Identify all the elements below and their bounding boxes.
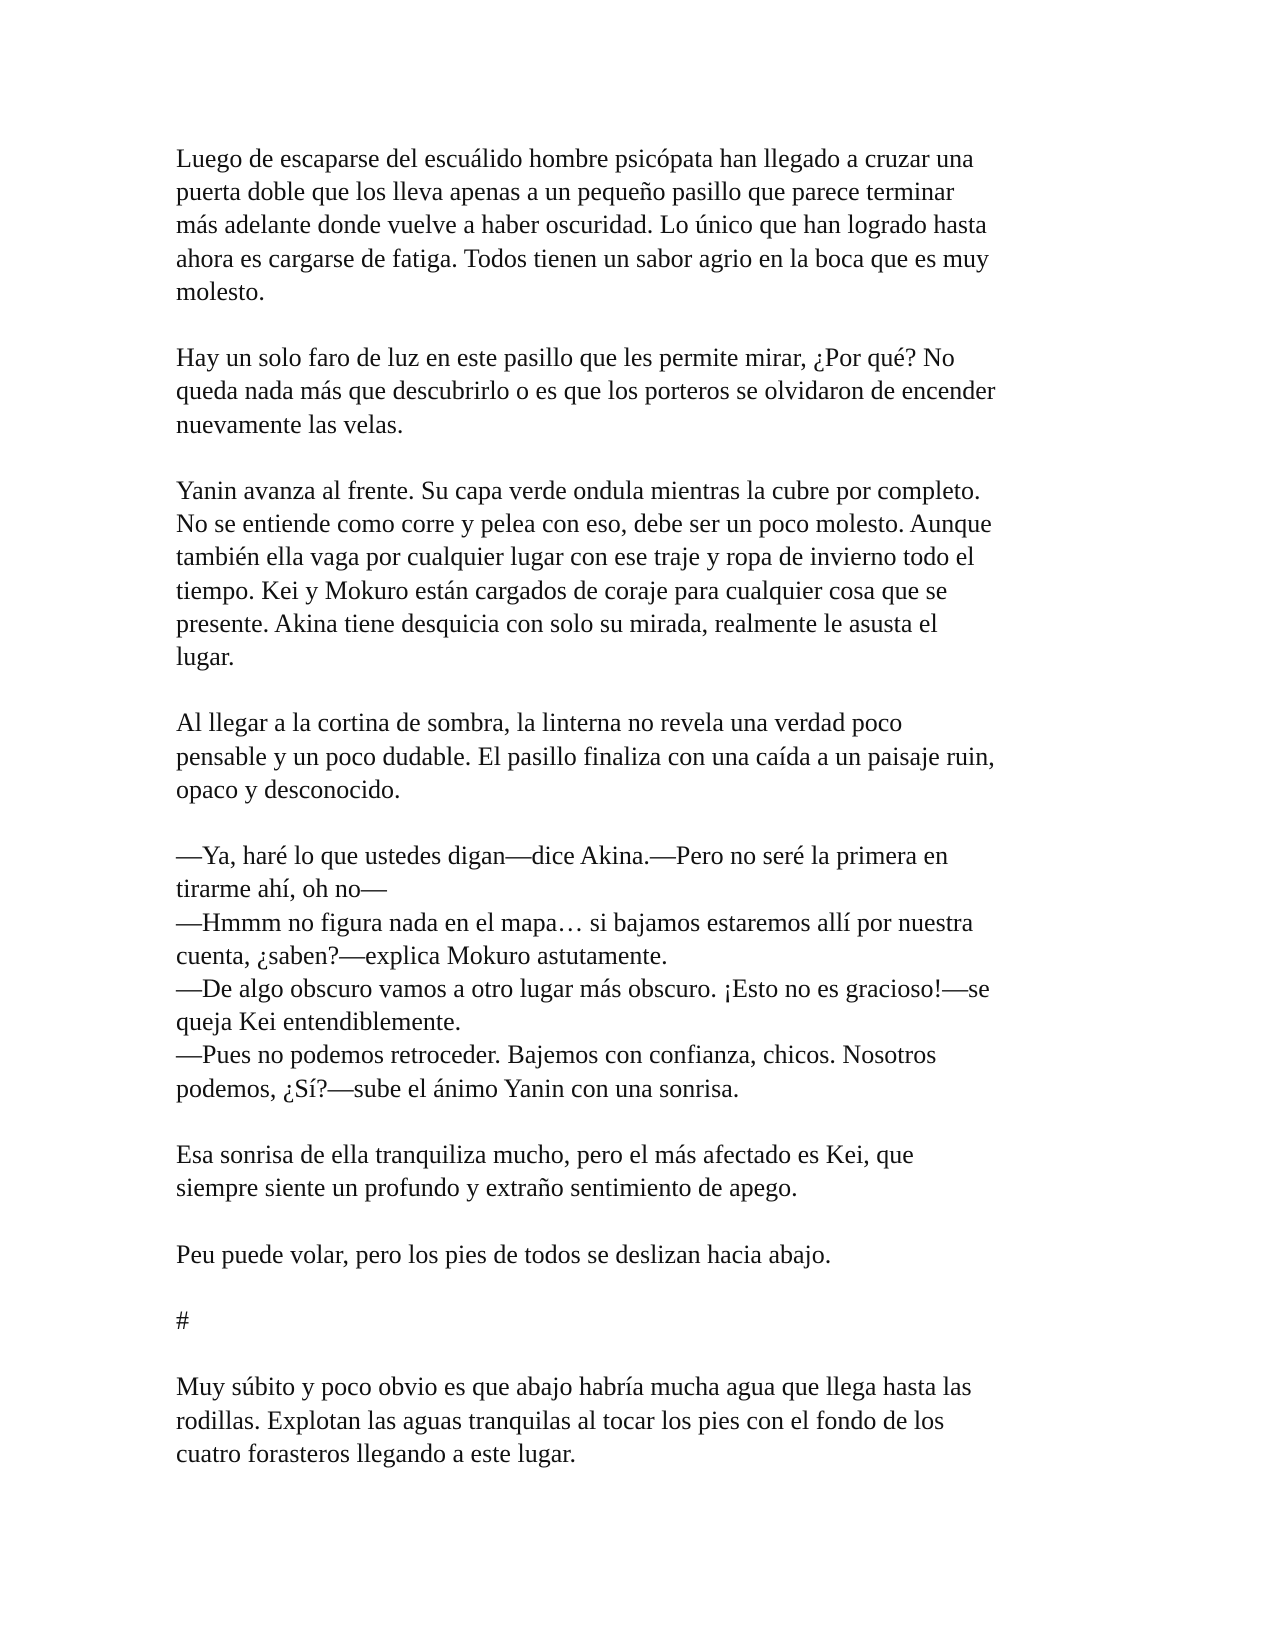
text-line: —Ya, haré lo que ustedes digan—dice Akina.—Pero no seré la primera en <box>176 841 949 871</box>
text-line: opaco y desconocido. <box>176 774 401 804</box>
text-line: queda nada más que descubrirlo o es que los porteros se olvidaron de encender <box>176 376 996 406</box>
text-line: Yanin avanza al frente. Su capa verde ondula mientras la cubre por completo. <box>176 476 981 505</box>
text-line: No se entiende como corre y pelea con eso, debe ser un poco molesto. Aunque <box>176 509 992 539</box>
text-line: —De algo obscuro vamos a otro lugar más obscuro. ¡Esto no es gracioso!—se <box>176 974 990 1004</box>
text-line: —Pues no podemos retroceder. Bajemos con confianza, chicos. Nosotros <box>176 1040 937 1070</box>
text-line: Luego de escaparse del escuálido hombre psicópata han llegado a cruzar una <box>176 144 974 173</box>
paragraph-escape <box>176 142 1116 308</box>
text-line: ahora es cargarse de fatiga. Todos tienen un sabor agrio en la boca que es muy <box>176 243 990 273</box>
text-line: presente. Akina tiene desquicia con solo su mirada, realmente le asusta el <box>176 608 938 638</box>
text-line: cuatro forasteros llegando a este lugar. <box>176 1438 576 1468</box>
paragraph-curtain <box>176 706 1116 806</box>
text-line: lugar. <box>176 642 235 672</box>
paragraph-smile <box>176 1138 1116 1204</box>
paragraph-water <box>176 1370 1116 1470</box>
text-line: tiempo. Kei y Mokuro están cargados de coraje para cualquier cosa que se <box>176 575 948 605</box>
document-page <box>176 142 1116 1503</box>
text-line: Al llegar a la cortina de sombra, la linterna no revela una verdad poco <box>176 708 903 738</box>
paragraph-peu <box>176 1238 1116 1271</box>
text-line: también ella vaga por cualquier lugar con ese traje y ropa de invierno todo el <box>176 542 975 572</box>
dialogue-mokuro <box>176 906 1116 972</box>
text-line: podemos, ¿Sí?—sube el ánimo Yanin con una sonrisa. <box>176 1073 740 1103</box>
text-line: más adelante donde vuelve a haber oscuridad. Lo único que han logrado hasta <box>176 210 987 240</box>
dialogue-kei <box>176 972 1116 1038</box>
text-line: puerta doble que los lleva apenas a un pequeño pasillo que parece terminar <box>176 177 955 207</box>
text-line: queja Kei entendiblemente. <box>176 1007 462 1037</box>
section-break-mark: # <box>176 1306 189 1335</box>
text-line: nuevamente las velas. <box>176 409 404 439</box>
text-line: Muy súbito y poco obvio es que abajo habría mucha agua que llega hasta las <box>176 1372 972 1402</box>
text-line: rodillas. Explotan las aguas tranquilas al tocar los pies con el fondo de los <box>176 1405 945 1435</box>
text-line: molesto. <box>176 276 265 306</box>
section-break <box>176 1304 1116 1337</box>
text-line: cuenta, ¿saben?—explica Mokuro astutamente. <box>176 940 668 970</box>
text-line: Hay un solo faro de luz en este pasillo que les permite mirar, ¿Por qué? No <box>176 343 955 373</box>
text-line: Esa sonrisa de ella tranquiliza mucho, pero el más afectado es Kei, que <box>176 1140 914 1170</box>
text-line: siempre siente un profundo y extraño sentimiento de apego. <box>176 1173 798 1203</box>
dialogue-akina <box>176 839 1116 905</box>
text-line: tirarme ahí, oh no— <box>176 874 387 904</box>
text-line: —Hmmm no figura nada en el mapa… si bajamos estaremos allí por nuestra <box>176 907 974 937</box>
text-line: Peu puede volar, pero los pies de todos se deslizan hacia abajo. <box>176 1239 832 1269</box>
paragraph-light <box>176 341 1116 441</box>
paragraph-yanin <box>176 474 1116 673</box>
dialogue-yanin <box>176 1038 1116 1104</box>
text-line: pensable y un poco dudable. El pasillo finaliza con una caída a un paisaje ruin, <box>176 741 995 771</box>
